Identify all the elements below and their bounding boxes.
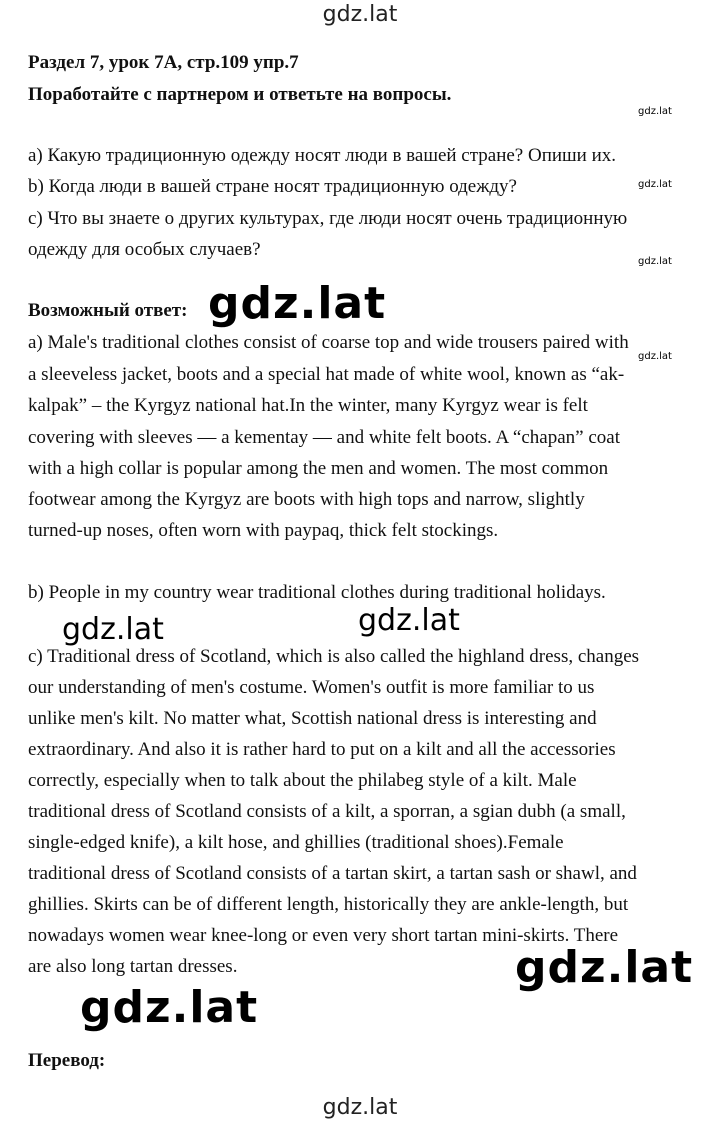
answer-c-line: extraordinary. And also it is rather hard to put on a kilt and all the accessories <box>28 739 616 760</box>
section-heading: Раздел 7, урок 7А, стр.109 упр.7 <box>28 52 299 73</box>
watermark-big-left: gdz.lat <box>80 982 259 1033</box>
translation-label: Перевод: <box>28 1050 106 1071</box>
answer-c-line: nowadays women wear knee-long or even very short tartan mini-skirts. There <box>28 925 619 946</box>
answer-c-line: unlike men's kilt. No matter what, Scottish national dress is interesting and <box>28 708 597 729</box>
answer-a-line: covering with sleeves — a kementay — and white felt boots. A “chapan” coat <box>28 427 620 448</box>
watermark-bottom: gdz.lat <box>322 1095 398 1120</box>
watermark-big-right: gdz.lat <box>515 942 694 993</box>
answer-a-line: turned-up noses, often worn with paypaq, thick felt stockings. <box>28 520 499 541</box>
answer-a-line: a) Male's traditional clothes consist of coarse top and wide trousers paired with <box>28 332 629 353</box>
answer-a-line: a sleeveless jacket, boots and a special hat made of white wool, known as “ak- <box>28 364 625 385</box>
question-b: b) Когда люди в вашей стране носят традиционную одежду? <box>28 176 517 197</box>
answer-c-line: our understanding of men's costume. Women's outfit is more familiar to us <box>28 677 595 698</box>
question-a: a) Какую традиционную одежду носят люди в вашей стране? Опиши их. <box>28 145 617 166</box>
answer-c-line: ghillies. Skirts can be of different length, historically they are ankle-length, but <box>28 894 629 915</box>
answer-c-line: single-edged knife), a kilt hose, and ghillies (traditional shoes).Female <box>28 832 564 853</box>
answer-c-line: traditional dress of Scotland consists of a kilt, a sporran, a sgian dubh (a small, <box>28 801 626 822</box>
answer-label: Возможный ответ: <box>28 300 188 321</box>
answer-a-line: kalpak” – the Kyrgyz national hat.In the winter, many Kyrgyz wear is felt <box>28 395 588 416</box>
watermark-top: gdz.lat <box>322 2 398 27</box>
watermark-mid-center: gdz.lat <box>358 603 460 638</box>
answer-c-line: traditional dress of Scotland consists of a tartan skirt, a tartan sash or shawl, and <box>28 863 637 884</box>
watermark-small: gdz.lat <box>638 179 672 190</box>
answer-c-line: c) Traditional dress of Scotland, which is also called the highland dress, changes <box>28 646 640 667</box>
answer-a-line: with a high collar is popular among the men and women. The most common <box>28 458 609 479</box>
watermark-mid-left: gdz.lat <box>62 612 164 647</box>
question-c-cont: одежду для особых случаев? <box>28 239 261 260</box>
answer-c-line: are also long tartan dresses. <box>28 956 238 977</box>
watermark-answer: gdz.lat <box>208 278 387 329</box>
task-heading: Поработайте с партнером и ответьте на вопросы. <box>28 84 452 105</box>
watermark-small: gdz.lat <box>638 351 672 362</box>
question-c: c) Что вы знаете о других культурах, где люди носят очень традиционную <box>28 208 628 229</box>
answer-a-line: footwear among the Kyrgyz are boots with high tops and narrow, slightly <box>28 489 585 510</box>
watermark-small: gdz.lat <box>638 256 672 267</box>
answer-c-line: correctly, especially when to talk about the philabeg style of a kilt. Male <box>28 770 577 791</box>
answer-b: b) People in my country wear traditional clothes during traditional holidays. <box>28 582 606 603</box>
watermark-small: gdz.lat <box>638 106 672 117</box>
